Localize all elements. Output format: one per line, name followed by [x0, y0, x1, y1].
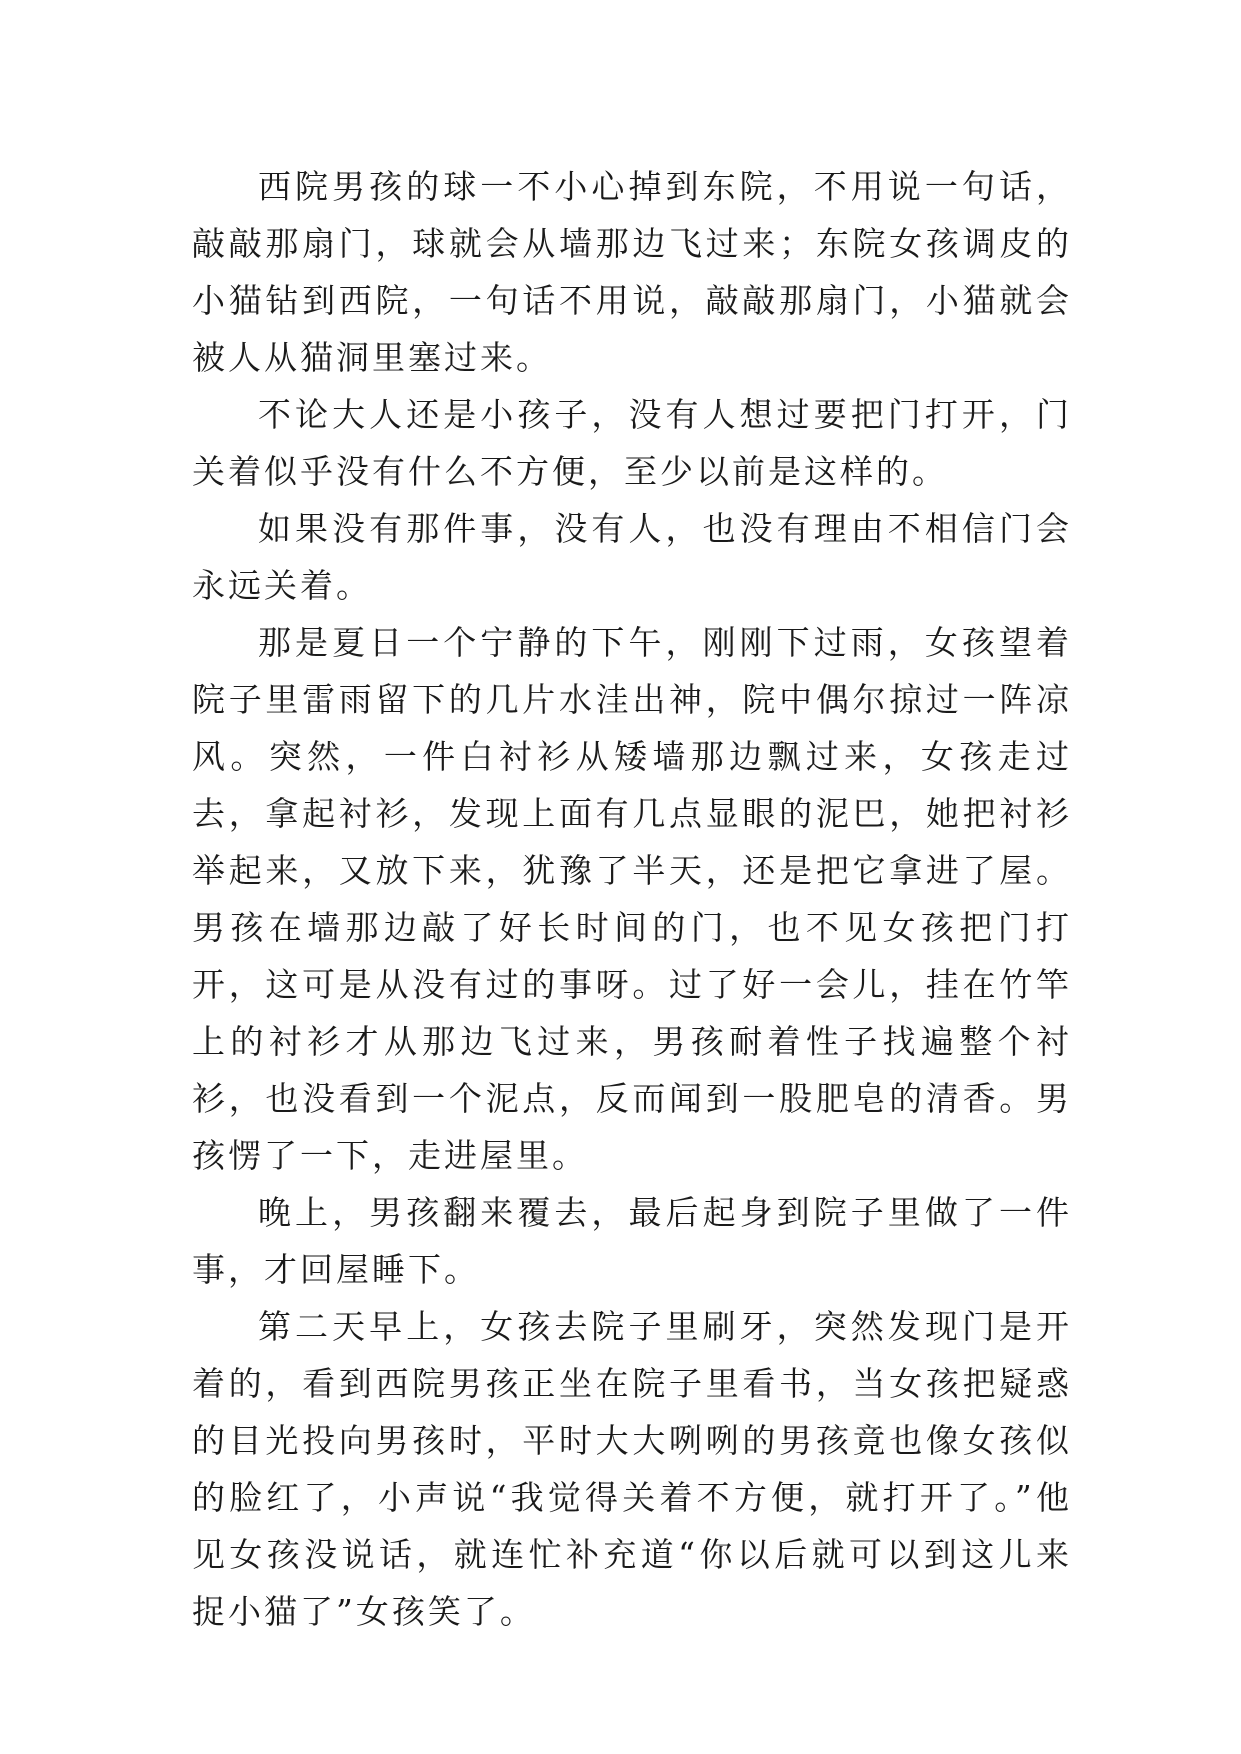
paragraph-ball-and-cat: 西院男孩的球一不小心掉到东院，不用说一句话，敲敲那扇门，球就会从墙那边飞过来；东院女孩调皮的小猫钻到西院，一句话不用说，敲敲那扇门，小猫就会被人从猫洞里塞过来。	[192, 167, 1072, 377]
story-text	[192, 158, 1072, 1640]
paragraph-summer-afternoon: 那是夏日一个宁静的下午，刚刚下过雨，女孩望着院子里雷雨留下的几片水洼出神，院中偶尔掠过一阵凉风。突然，一件白衬衫从矮墙那边飘过来，女孩走过去，拿起衬衫，发现上面有几点显眼的泥巴，她把衬衫举起来，又放下来，犹豫了半天，还是把它拿进了屋。男孩在墙那边敲了好长时间的门，也不见女孩把门打开，这可是从没有过的事呀。过了好一会儿，挂在竹竿上的衬衫才从那边飞过来，男孩耐着性子找遍整个衬衫，也没看到一个泥点，反而闻到一股肥皂的清香。男孩愣了一下，走进屋里。	[192, 623, 1072, 1175]
paragraph-door-closed: 不论大人还是小孩子，没有人想过要把门打开，门关着似乎没有什么不方便，至少以前是这样的。	[192, 395, 1072, 491]
paragraph-evening: 晚上，男孩翻来覆去，最后起身到院子里做了一件事，才回屋睡下。	[192, 1193, 1072, 1289]
paragraph-next-morning: 第二天早上，女孩去院子里刷牙，突然发现门是开着的，看到西院男孩正坐在院子里看书，当女孩把疑惑的目光投向男孩时，平时大大咧咧的男孩竟也像女孩似的脸红了，小声说“我觉得关着不方便，就打开了。”他见女孩没说话，就连忙补充道“你以后就可以到这儿来捉小猫了”女孩笑了。	[192, 1307, 1072, 1631]
paragraph-that-event: 如果没有那件事，没有人，也没有理由不相信门会永远关着。	[192, 509, 1072, 605]
